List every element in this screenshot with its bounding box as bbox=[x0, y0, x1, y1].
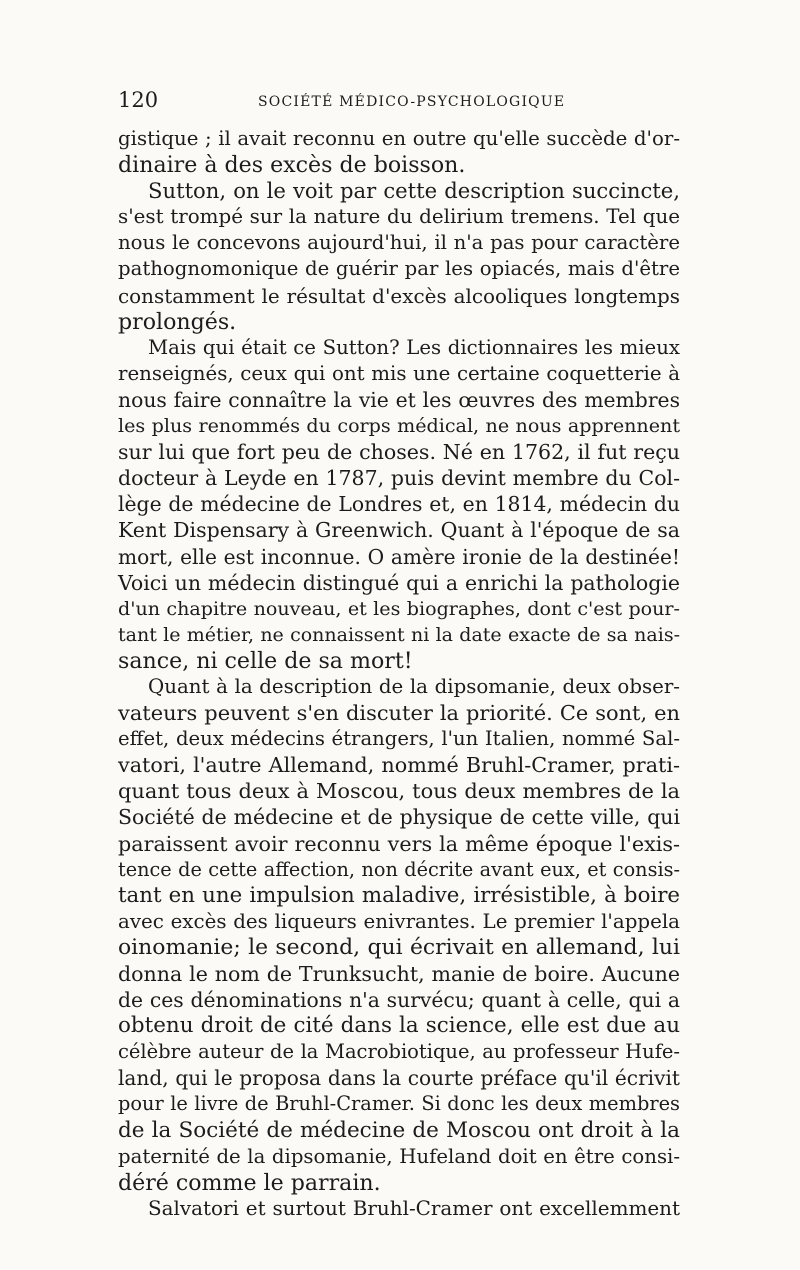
text-line: paternité de la dipsomanie, Hufeland doit en être consi- bbox=[118, 1144, 680, 1168]
text-line: avec excès des liqueurs enivrantes. Le premier l'appela bbox=[118, 909, 680, 933]
page-number: 120 bbox=[118, 88, 159, 112]
text-line: oinomanie; le second, qui écrivait en allemand, lui bbox=[118, 934, 680, 960]
text-line: gistique ; il avait reconnu en outre qu'elle succède d'or- bbox=[118, 127, 680, 150]
text-line: déré comme le parrain. bbox=[118, 1169, 381, 1196]
text-line: sance, ni celle de sa mort! bbox=[118, 647, 413, 674]
text-line: constamment le résultat d'excès alcooliques longtemps bbox=[118, 283, 680, 308]
text-line: vateurs peuvent s'en discuter la priorité. Ce sont, en bbox=[118, 701, 680, 726]
text-line: Salvatori et surtout Bruhl-Cramer ont excellemment bbox=[148, 1196, 680, 1220]
text-line: tant le métier, ne connaissent ni la date exacte de sa nais- bbox=[118, 623, 680, 646]
text-line: mort, elle est inconnue. O amère ironie de la destinée! bbox=[118, 544, 680, 569]
body-text bbox=[118, 126, 680, 1222]
text-line: d'un chapitre nouveau, et les biographes, dont c'est pour- bbox=[118, 597, 680, 620]
text-line: sur lui que fort peu de choses. Né en 1762, il fut reçu bbox=[118, 440, 680, 465]
text-line: quant tous deux à Moscou, tous deux membres de la bbox=[118, 779, 680, 804]
running-title: SOCIÉTÉ MÉDICO-PSYCHOLOGIQUE bbox=[258, 94, 566, 110]
text-line: de ces dénominations n'a survécu; quant à celle, qui a bbox=[118, 988, 680, 1013]
text-line: lège de médecine de Londres et, en 1814, médecin du bbox=[118, 492, 680, 517]
text-line: pathognomonique de guérir par les opiacés, mais d'être bbox=[118, 257, 680, 281]
text-line: obtenu droit de cité dans la science, elle est due au bbox=[118, 1013, 680, 1039]
text-line: vatori, l'autre Allemand, nommé Bruhl-Cramer, prati- bbox=[118, 753, 680, 778]
text-line: s'est trompé sur la nature du delirium tremens. Tel que bbox=[118, 205, 680, 229]
text-line: nous faire connaître la vie et les œuvres des membres bbox=[118, 387, 680, 412]
text-line: dinaire à des excès de boisson. bbox=[118, 152, 466, 179]
text-line: paraissent avoir reconnu vers la même époque l'exis- bbox=[118, 831, 680, 856]
running-head bbox=[118, 88, 680, 118]
text-line: docteur à Leyde en 1787, puis devint membre du Col- bbox=[118, 466, 680, 491]
text-line: nous le concevons aujourd'hui, il n'a pas pour caractère bbox=[118, 231, 680, 255]
text-line: pour le livre de Bruhl-Cramer. Si donc les deux membres bbox=[118, 1092, 680, 1116]
text-line: land, qui le proposa dans la courte préface qu'il écrivit bbox=[118, 1066, 680, 1091]
text-line: de la Société de médecine de Moscou ont droit à la bbox=[118, 1117, 680, 1143]
text-line: tant en une impulsion maladive, irrésistible, à boire bbox=[118, 882, 680, 908]
text-line: Voici un médecin distingué qui a enrichi la pathologie bbox=[118, 570, 680, 595]
text-line: Quant à la description de la dipsomanie, deux obser- bbox=[148, 674, 680, 698]
text-line: renseignés, ceux qui ont mis une certaine coquetterie à bbox=[118, 361, 680, 385]
text-line: tence de cette affection, non décrite avant eux, et consis- bbox=[118, 857, 680, 881]
text-line: effet, deux médecins étrangers, l'un Italien, nommé Sal- bbox=[118, 727, 680, 751]
text-line: donna le nom de Trunksucht, manie de boire. Aucune bbox=[118, 962, 680, 986]
text-line: les plus renommés du corps médical, ne nous apprennent bbox=[118, 414, 680, 438]
text-line: Kent Dispensary à Greenwich. Quant à l'époque de sa bbox=[118, 518, 680, 543]
text-line: célèbre auteur de la Macrobiotique, au professeur Hufe- bbox=[118, 1040, 680, 1064]
text-line: Mais qui était ce Sutton? Les dictionnaires les mieux bbox=[148, 335, 680, 359]
text-line: prolongés. bbox=[118, 308, 237, 335]
text-line: Sutton, on le voit par cette description succincte, bbox=[148, 178, 680, 204]
text-line: Société de médecine et de physique de cette ville, qui bbox=[118, 805, 680, 830]
